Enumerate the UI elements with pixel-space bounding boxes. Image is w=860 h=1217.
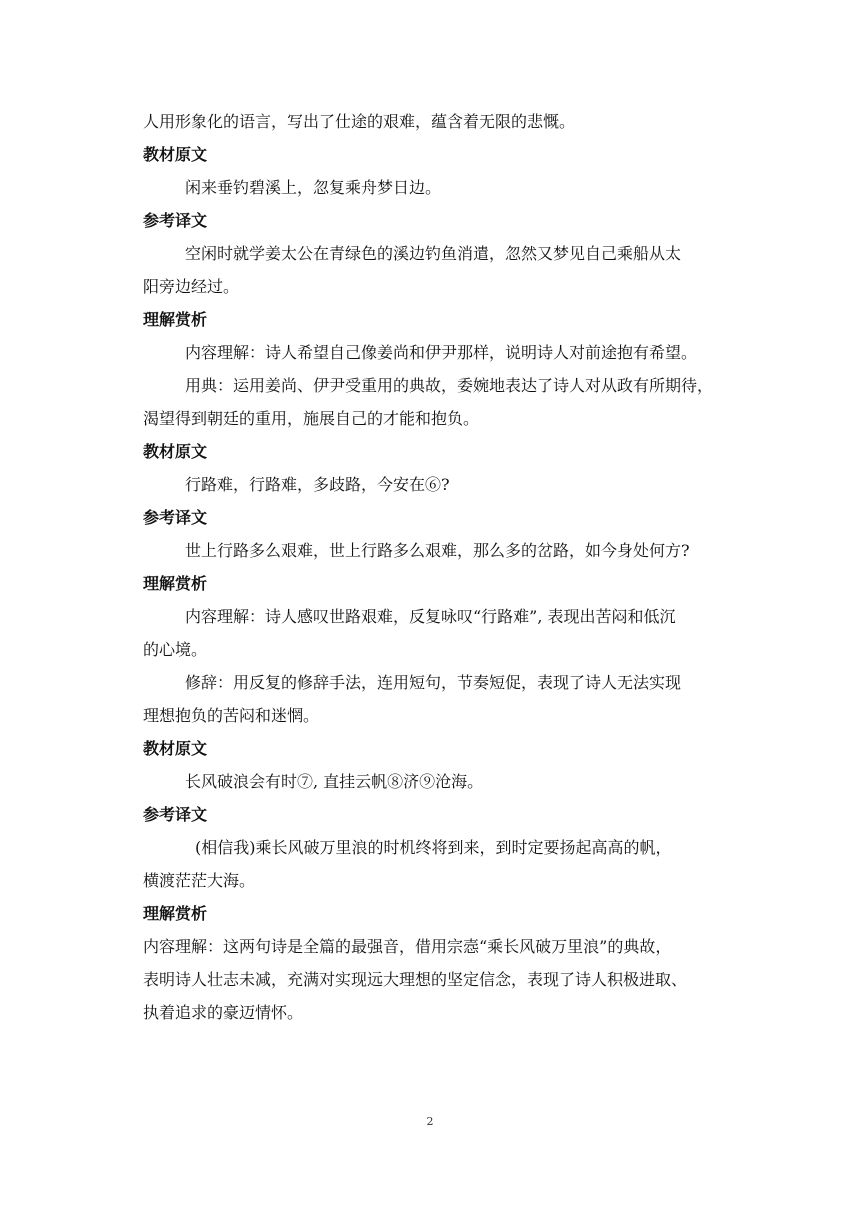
- section-heading: 理解赏析: [143, 310, 208, 329]
- text-line: 修辞：用反复的修辞手法，连用短句，节奏短促，表现了诗人无法实现: [185, 673, 682, 692]
- section-heading: 教材原文: [143, 739, 208, 758]
- section-heading: 参考译文: [143, 805, 208, 824]
- document-body: [143, 105, 728, 1029]
- text-line: 闲来垂钓碧溪上，忽复乘舟梦日边。: [185, 178, 442, 197]
- text-line: (相信我)乘长风破万里浪的时机终将到来，到时定要扬起高高的帆，: [195, 838, 672, 857]
- text-line: 世上行路多么艰难，世上行路多么艰难，那么多的岔路，如今身处何方?: [185, 541, 690, 560]
- text-line: 表明诗人壮志未减，充满对实现远大理想的坚定信念，表现了诗人积极进取、: [143, 970, 688, 989]
- section-heading: 理解赏析: [143, 574, 208, 593]
- section-heading: 教材原文: [143, 442, 208, 461]
- text-line: 横渡茫茫大海。: [143, 871, 256, 890]
- section-heading: 参考译文: [143, 508, 208, 527]
- section-heading: 参考译文: [143, 211, 208, 230]
- text-line: 渴望得到朝廷的重用，施展自己的才能和抱负。: [143, 409, 480, 428]
- text-line: 用典：运用姜尚、伊尹受重用的典故，委婉地表达了诗人对从政有所期待，: [185, 376, 714, 395]
- text-line: 人用形象化的语言，写出了仕途的艰难，蕴含着无限的悲慨。: [143, 112, 576, 131]
- text-line: 内容理解：诗人感叹世路艰难，反复咏叹“行路难”, 表现出苦闷和低沉: [185, 607, 676, 626]
- page-number: 2: [426, 1115, 434, 1128]
- text-line: 执着追求的豪迈情怀。: [143, 1003, 304, 1022]
- section-heading: 教材原文: [143, 145, 208, 164]
- text-line: 内容理解：这两句诗是全篇的最强音，借用宗悫“乘长风破万里浪”的典故，: [143, 937, 672, 956]
- section-heading: 理解赏析: [143, 904, 208, 923]
- text-line: 内容理解：诗人希望自己像姜尚和伊尹那样，说明诗人对前途抱有希望。: [185, 343, 698, 362]
- text-line: 理想抱负的苦闷和迷惘。: [143, 706, 320, 725]
- text-line: 空闲时就学姜太公在青绿色的溪边钓鱼消遣，忽然又梦见自己乘船从太: [185, 244, 682, 263]
- text-line: 行路难，行路难，多歧路，今安在⑥?: [185, 475, 450, 494]
- text-line: 长风破浪会有时⑦, 直挂云帆⑧济⑨沧海。: [185, 772, 484, 791]
- text-line: 的心境。: [143, 640, 208, 659]
- text-line: 阳旁边经过。: [143, 277, 240, 296]
